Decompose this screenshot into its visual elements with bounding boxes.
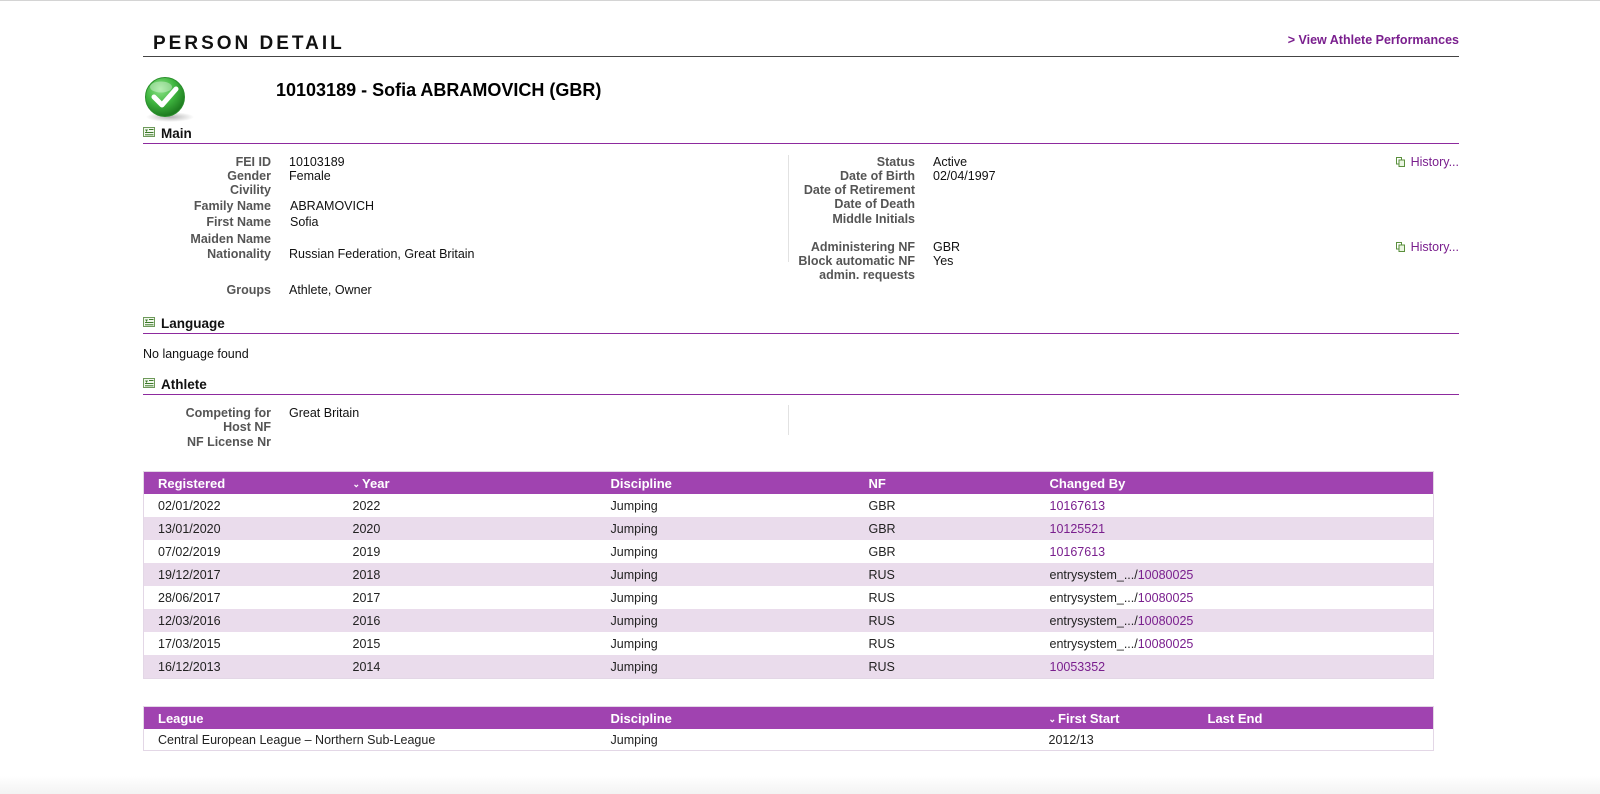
discipline-cell: Jumping [597, 563, 855, 586]
changed-by-prefix: entrysystem_.../ [1049, 567, 1138, 582]
date-of-death-label: Date of Death [834, 197, 915, 211]
year-cell: 2017 [352, 590, 381, 605]
date-of-birth-label: Date of Birth [840, 169, 915, 183]
family-name-value: ABRAMOVICH [290, 199, 375, 213]
registered-cell: 16/12/2013 [144, 655, 339, 679]
competing-for-value: Great Britain [289, 406, 360, 420]
nf-cell: RUS [855, 609, 1036, 632]
admin-requests-label: admin. requests [819, 268, 915, 282]
section-toggle-icon[interactable] [143, 317, 155, 327]
discipline-cell: Jumping [597, 655, 855, 679]
history-label: History... [1410, 240, 1459, 254]
column-header-discipline[interactable]: Discipline [597, 472, 855, 495]
discipline-cell: Jumping [610, 498, 658, 513]
history-icon [1396, 157, 1405, 167]
nf-cell: RUS [868, 590, 895, 605]
changed-by-link[interactable]: 10080025 [1137, 613, 1194, 628]
host-nf-label: Host NF [223, 420, 271, 434]
title-divider [143, 56, 1459, 57]
table-header-row [144, 472, 1434, 495]
competing-for-label: Competing for [185, 406, 271, 420]
discipline-cell: Jumping [597, 517, 855, 540]
last-end-cell [1194, 729, 1434, 751]
table-header-row [144, 707, 1434, 730]
section-divider-language [143, 333, 1459, 334]
leagues-table [143, 706, 1434, 751]
check-circle-icon [143, 76, 197, 124]
middle-initials-label: Middle Initials [832, 212, 915, 226]
changed-by-prefix: entrysystem_.../ [1049, 613, 1138, 628]
date-of-retirement-label: Date of Retirement [803, 183, 915, 197]
section-title-language: Language [161, 316, 225, 331]
date-of-birth-value: 02/04/1997 [933, 169, 996, 183]
changed-by-prefix: entrysystem_.../ [1049, 590, 1138, 605]
column-header-registered[interactable]: Registered [144, 472, 339, 495]
gender-value: Female [289, 169, 331, 183]
changed-by-cell [1036, 609, 1434, 632]
civility-label: Civility [230, 183, 271, 197]
year-cell: 2020 [339, 517, 597, 540]
column-header-nf[interactable]: NF [855, 472, 1036, 495]
changed-by-link[interactable]: 10167613 [1049, 498, 1106, 513]
year-cell: 2015 [352, 636, 381, 651]
status-value: Active [933, 155, 968, 169]
column-header-changed-by[interactable]: Changed By [1036, 472, 1434, 495]
groups-label: Groups [226, 283, 271, 297]
year-cell: 2019 [352, 544, 381, 559]
administering-nf-label: Administering NF [810, 240, 915, 254]
page-title: PERSON DETAIL [153, 33, 345, 54]
nf-cell: RUS [855, 563, 1036, 586]
table-row [144, 540, 1434, 563]
column-header-year-label: Year [362, 475, 390, 491]
table-row [144, 563, 1434, 586]
table-row [144, 586, 1434, 609]
person-detail-page [143, 0, 1459, 794]
section-toggle-icon[interactable] [143, 378, 155, 388]
registered-cell: 07/02/2019 [158, 544, 221, 559]
changed-by-link[interactable]: 10080025 [1137, 636, 1194, 651]
gender-label: Gender [227, 169, 271, 183]
discipline-cell: Jumping [610, 590, 658, 605]
discipline-cell: Jumping [597, 609, 855, 632]
first-start-cell: 2012/13 [1048, 732, 1094, 747]
bottom-fade [0, 776, 1600, 794]
nf-history-link[interactable] [1396, 240, 1459, 254]
discipline-cell: Jumping [610, 732, 658, 747]
changed-by-cell [1036, 632, 1434, 655]
column-header-year[interactable] [339, 472, 597, 495]
status-history-link[interactable] [1396, 155, 1459, 169]
changed-by-link[interactable]: 10080025 [1137, 567, 1194, 582]
year-cell: 2018 [339, 563, 597, 586]
registered-cell: 19/12/2017 [144, 563, 339, 586]
block-automatic-nf-value: Yes [933, 254, 954, 268]
nf-cell: GBR [868, 498, 896, 513]
groups-value: Athlete, Owner [289, 283, 372, 297]
family-name-label: Family Name [193, 199, 271, 213]
person-heading: 10103189 - Sofia ABRAMOVICH (GBR) [276, 80, 602, 100]
fei-id-label: FEI ID [235, 155, 271, 169]
year-cell: 2016 [339, 609, 597, 632]
section-divider-athlete [143, 394, 1459, 395]
changed-by-prefix: entrysystem_.../ [1049, 636, 1138, 651]
no-language-text: No language found [143, 347, 249, 361]
section-title-main: Main [161, 126, 192, 141]
column-header-last-end[interactable]: Last End [1194, 707, 1434, 730]
column-header-first-start-label: First Start [1058, 710, 1120, 726]
changed-by-cell [1036, 494, 1434, 517]
registered-cell: 12/03/2016 [144, 609, 339, 632]
section-divider-main [143, 143, 1459, 144]
year-cell: 2014 [339, 655, 597, 679]
column-header-first-start[interactable] [1035, 707, 1194, 730]
changed-by-link[interactable]: 10125521 [1049, 521, 1106, 536]
nf-cell: RUS [855, 655, 1036, 679]
section-title-athlete: Athlete [161, 377, 207, 392]
status-label: Status [876, 155, 915, 169]
changed-by-cell [1036, 563, 1434, 586]
column-header-league[interactable]: League [144, 707, 597, 730]
registered-cell: 28/06/2017 [158, 590, 221, 605]
fei-id-value: 10103189 [289, 155, 345, 169]
table-row [144, 609, 1434, 632]
nationality-label: Nationality [207, 247, 271, 261]
history-label: History... [1410, 155, 1459, 169]
first-name-value: Sofia [290, 215, 319, 229]
registered-cell: 13/01/2020 [144, 517, 339, 540]
year-cell: 2022 [352, 498, 381, 513]
administering-nf-value: GBR [933, 240, 961, 254]
changed-by-link[interactable]: 10053352 [1049, 659, 1106, 674]
registered-cell: 02/01/2022 [158, 498, 221, 513]
section-toggle-icon[interactable] [143, 127, 155, 137]
maiden-name-label: Maiden Name [190, 232, 271, 246]
first-name-label: First Name [206, 215, 271, 229]
table-row [144, 494, 1434, 517]
changed-by-link[interactable]: 10167613 [1049, 544, 1106, 559]
nf-license-nr-label: NF License Nr [186, 435, 271, 449]
changed-by-cell [1036, 655, 1434, 679]
column-header-discipline[interactable]: Discipline [597, 707, 1035, 730]
table-row [144, 655, 1434, 679]
view-athlete-performances-link[interactable]: > View Athlete Performances [1287, 33, 1459, 47]
league-cell: Central European League – Northern Sub-League [158, 732, 436, 747]
sort-desc-icon: ⌄ [352, 478, 361, 489]
history-icon [1396, 242, 1405, 252]
nf-cell: RUS [868, 636, 895, 651]
changed-by-cell [1036, 540, 1434, 563]
changed-by-cell [1036, 586, 1434, 609]
registrations-table [143, 471, 1434, 679]
sort-desc-icon: ⌄ [1048, 713, 1057, 724]
table-row [144, 632, 1434, 655]
nf-cell: GBR [868, 544, 896, 559]
block-automatic-nf-label: Block automatic NF [798, 254, 915, 268]
table-row [144, 729, 1434, 751]
changed-by-cell [1036, 517, 1434, 540]
nf-cell: GBR [855, 517, 1036, 540]
discipline-cell: Jumping [610, 636, 658, 651]
nationality-value: Russian Federation, Great Britain [289, 247, 475, 261]
registered-cell: 17/03/2015 [158, 636, 221, 651]
table-row [144, 517, 1434, 540]
column-divider [788, 405, 789, 435]
changed-by-link[interactable]: 10080025 [1137, 590, 1194, 605]
discipline-cell: Jumping [610, 544, 658, 559]
